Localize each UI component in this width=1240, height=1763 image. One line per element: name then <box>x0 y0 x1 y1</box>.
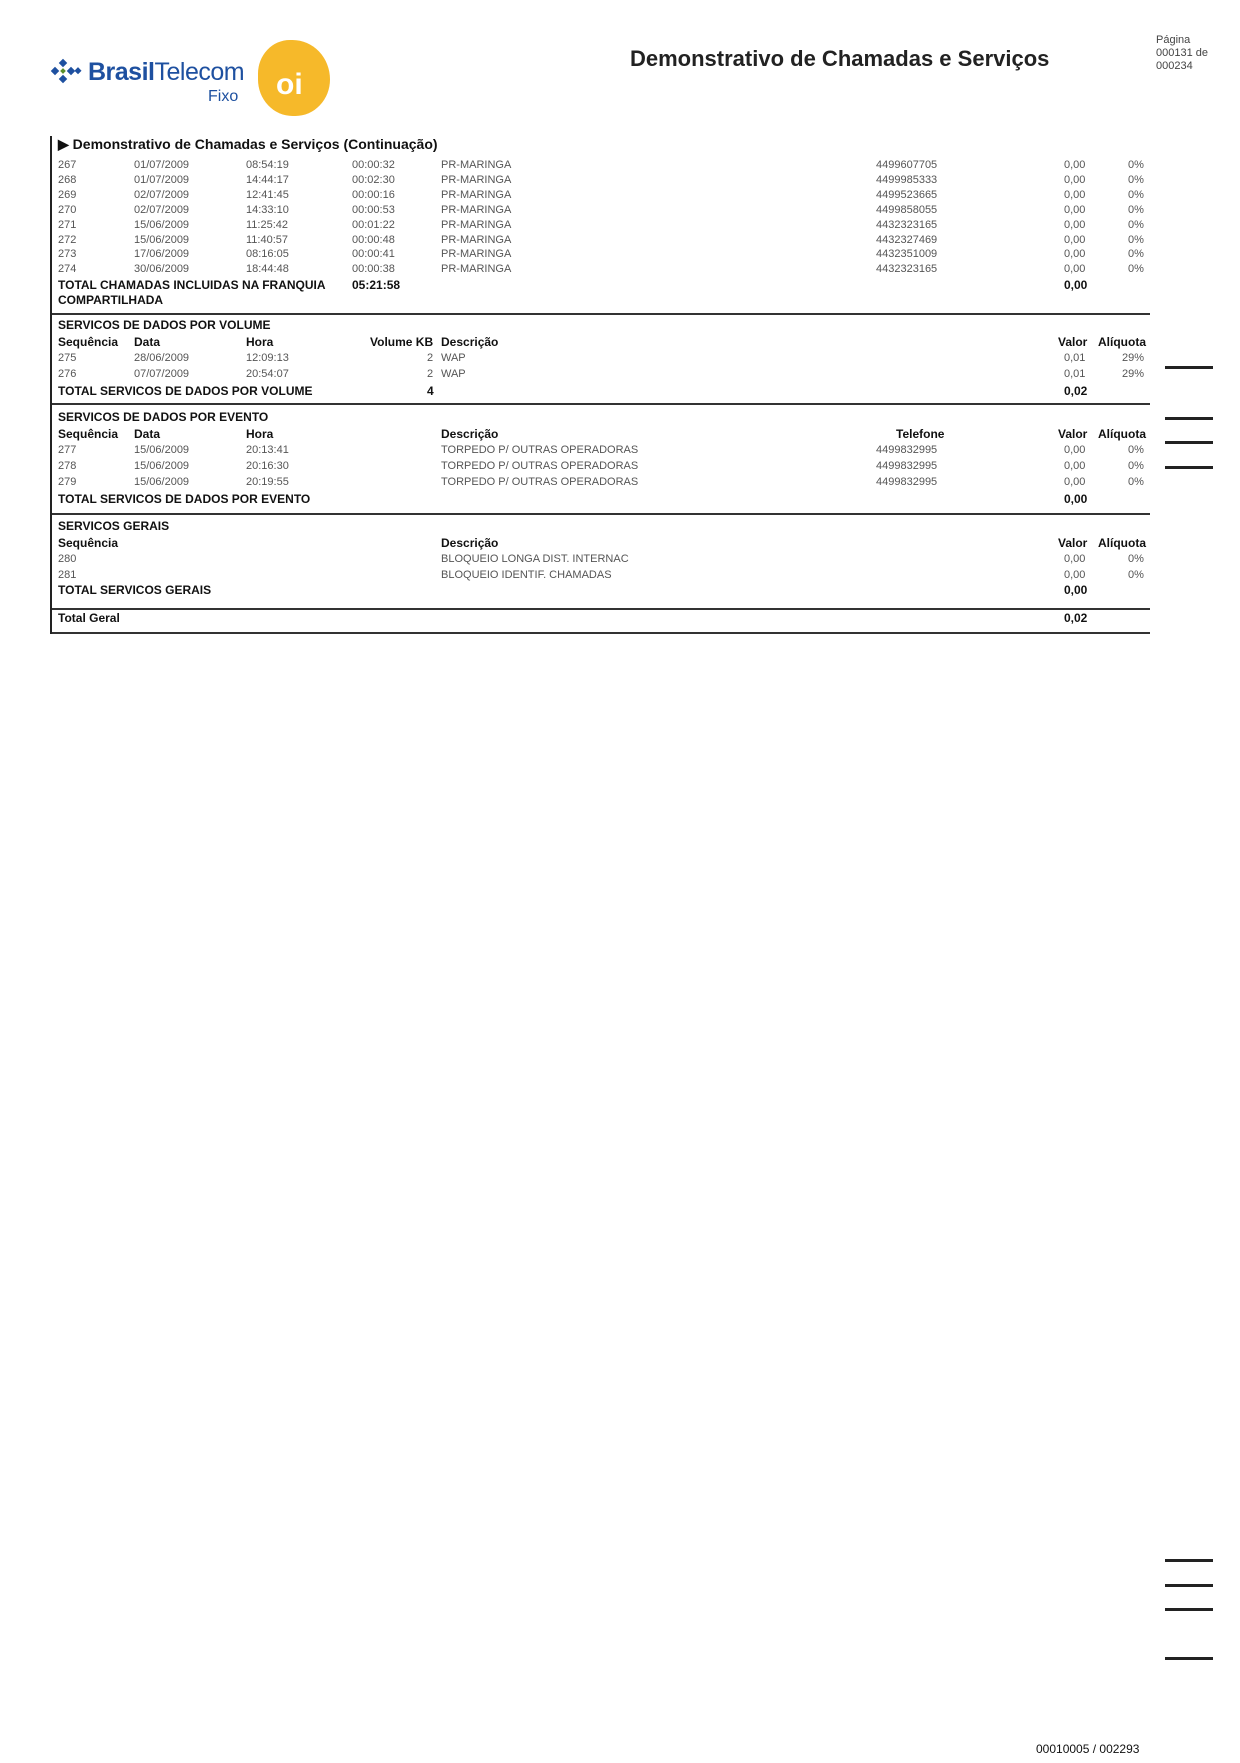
time-cell: 14:33:10 <box>246 203 289 216</box>
duration-cell: 00:00:48 <box>352 233 395 246</box>
date-cell: 15/06/2009 <box>134 460 190 472</box>
divider <box>52 632 1150 634</box>
section-heading: ▶ Demonstrativo de Chamadas e Serviços (Continuação) <box>58 136 438 152</box>
phone-cell: 4432323165 <box>876 218 938 231</box>
location-cell: PR-MARINGA <box>441 188 512 201</box>
registration-mark <box>1165 466 1213 469</box>
value-cell: 0,01 <box>1064 352 1086 364</box>
volume-header-row: Sequência Data Hora Volume KB Descrição Valor Alíquota <box>58 335 1146 349</box>
description-cell: TORPEDO P/ OUTRAS OPERADORAS <box>441 444 639 456</box>
calls-total-row-line2: COMPARTILHADA <box>58 293 164 307</box>
value-cell: 0,00 <box>1064 203 1086 216</box>
duration-cell: 00:00:38 <box>352 263 395 276</box>
date-cell: 02/07/2009 <box>134 188 190 201</box>
date-cell: 15/06/2009 <box>134 218 190 231</box>
table-row <box>58 553 1150 567</box>
rate-cell: 0% <box>1128 248 1144 261</box>
rate-cell: 0% <box>1128 203 1144 216</box>
brand-name: BrasilTelecom <box>88 58 245 86</box>
phone-cell: 4432327469 <box>876 233 938 246</box>
duration-cell: 00:00:53 <box>352 203 395 216</box>
value-cell: 0,00 <box>1064 476 1086 488</box>
rate-cell: 0% <box>1128 173 1144 186</box>
seq-cell: 280 <box>58 553 77 565</box>
duration-cell: 00:01:22 <box>352 218 395 231</box>
description-cell: WAP <box>441 368 466 380</box>
registration-mark <box>1165 441 1213 444</box>
rate-cell: 29% <box>1122 352 1145 364</box>
date-cell: 15/06/2009 <box>134 476 190 488</box>
seq-cell: 276 <box>58 368 77 380</box>
time-cell: 20:54:07 <box>246 368 289 380</box>
oi-logo-text: oi <box>276 68 303 101</box>
duration-cell: 00:00:32 <box>352 159 395 171</box>
phone-cell: 4499832995 <box>876 476 938 488</box>
date-cell: 01/07/2009 <box>134 159 190 171</box>
table-row <box>58 189 1150 203</box>
value-cell: 0,00 <box>1064 569 1086 581</box>
seq-cell: 269 <box>58 188 77 201</box>
value-cell: 0,00 <box>1064 173 1086 186</box>
registration-mark <box>1165 1657 1213 1660</box>
seq-cell: 267 <box>58 159 77 171</box>
divider <box>52 608 1150 610</box>
description-cell: BLOQUEIO LONGA DIST. INTERNAC <box>441 553 629 565</box>
value-cell: 0,00 <box>1064 159 1086 171</box>
time-cell: 12:41:45 <box>246 188 289 201</box>
phone-cell: 4499523665 <box>876 188 938 201</box>
frame-left-border <box>50 136 52 634</box>
table-row <box>58 204 1150 218</box>
time-cell: 08:16:05 <box>246 248 289 261</box>
table-row <box>58 219 1150 233</box>
volume-cell: 2 <box>427 368 434 380</box>
gerais-total-row: TOTAL SERVICOS GERAIS 0,00 <box>58 583 1088 597</box>
location-cell: PR-MARINGA <box>441 248 512 261</box>
registration-mark <box>1165 1608 1213 1611</box>
phone-cell: 4499832995 <box>876 444 938 456</box>
page-title: Demonstrativo de Chamadas e Serviços <box>630 46 1050 71</box>
table-row <box>58 460 1150 474</box>
brand-subtitle: Fixo <box>208 88 239 105</box>
rate-cell: 0% <box>1128 159 1144 171</box>
evento-section-title: SERVICOS DE DADOS POR EVENTO <box>58 410 269 424</box>
divider <box>52 403 1150 405</box>
location-cell: PR-MARINGA <box>441 218 512 231</box>
phone-cell: 4499832995 <box>876 460 938 472</box>
location-cell: PR-MARINGA <box>441 159 512 171</box>
table-row <box>58 368 1150 382</box>
date-cell: 30/06/2009 <box>134 263 190 276</box>
value-cell: 0,00 <box>1064 444 1086 456</box>
brasil-telecom-logo <box>50 56 84 86</box>
seq-cell: 277 <box>58 444 77 456</box>
phone-cell: 4432323165 <box>876 263 938 276</box>
rate-cell: 0% <box>1128 476 1144 488</box>
time-cell: 08:54:19 <box>246 159 289 171</box>
value-cell: 0,00 <box>1064 188 1086 201</box>
volume-cell: 2 <box>427 352 434 364</box>
registration-mark <box>1165 417 1213 420</box>
table-row <box>58 569 1150 583</box>
rate-cell: 29% <box>1122 368 1145 380</box>
description-cell: BLOQUEIO IDENTIF. CHAMADAS <box>441 569 612 581</box>
value-cell: 0,01 <box>1064 368 1086 380</box>
value-cell: 0,00 <box>1064 248 1086 261</box>
date-cell: 28/06/2009 <box>134 352 190 364</box>
gerais-section-title: SERVICOS GERAIS <box>58 519 170 533</box>
seq-cell: 270 <box>58 203 77 216</box>
seq-cell: 273 <box>58 248 77 261</box>
time-cell: 20:16:30 <box>246 460 289 472</box>
seq-cell: 274 <box>58 263 77 276</box>
rate-cell: 0% <box>1128 218 1144 231</box>
time-cell: 18:44:48 <box>246 263 289 276</box>
duration-cell: 00:02:30 <box>352 173 395 186</box>
rate-cell: 0% <box>1128 460 1144 472</box>
value-cell: 0,00 <box>1064 233 1086 246</box>
rate-cell: 0% <box>1128 553 1144 565</box>
seq-cell: 268 <box>58 173 77 186</box>
volume-section-title: SERVICOS DE DADOS POR VOLUME <box>58 318 271 332</box>
date-cell: 01/07/2009 <box>134 173 190 186</box>
duration-cell: 00:00:16 <box>352 188 395 201</box>
rate-cell: 0% <box>1128 444 1144 456</box>
table-row <box>58 263 1150 277</box>
registration-mark <box>1165 366 1213 369</box>
table-row <box>58 476 1150 490</box>
evento-total-row: TOTAL SERVICOS DE DADOS POR EVENTO 0,00 <box>58 492 1088 506</box>
page-number: Página 000131 de 000234 <box>1156 34 1208 72</box>
time-cell: 11:40:57 <box>246 233 289 246</box>
date-cell: 15/06/2009 <box>134 444 190 456</box>
table-row <box>58 444 1150 458</box>
calls-total-row: TOTAL CHAMADAS INCLUIDAS NA FRANQUIA 05:21:58 0,00 <box>58 278 1088 292</box>
phone-cell: 4499985333 <box>876 173 938 186</box>
time-cell: 11:25:42 <box>246 218 289 231</box>
seq-cell: 275 <box>58 352 77 364</box>
table-row <box>58 234 1150 248</box>
date-cell: 15/06/2009 <box>134 233 190 246</box>
rate-cell: 0% <box>1128 569 1144 581</box>
gerais-header-row: Sequência Descrição Valor Alíquota <box>58 536 1146 550</box>
date-cell: 07/07/2009 <box>134 368 190 380</box>
rate-cell: 0% <box>1128 263 1144 276</box>
evento-header-row: Sequência Data Hora Descrição Telefone Valor Alíquota <box>58 427 1146 441</box>
phone-cell: 4499607705 <box>876 159 938 171</box>
seq-cell: 281 <box>58 569 77 581</box>
location-cell: PR-MARINGA <box>441 203 512 216</box>
rate-cell: 0% <box>1128 188 1144 201</box>
location-cell: PR-MARINGA <box>441 263 512 276</box>
table-row <box>58 159 1150 173</box>
time-cell: 12:09:13 <box>246 352 289 364</box>
time-cell: 20:19:55 <box>246 476 289 488</box>
duration-cell: 00:00:41 <box>352 248 395 261</box>
brasil-telecom-logo-icon <box>50 56 84 86</box>
date-cell: 17/06/2009 <box>134 248 190 261</box>
phone-cell: 4499858055 <box>876 203 938 216</box>
location-cell: PR-MARINGA <box>441 173 512 186</box>
seq-cell: 279 <box>58 476 77 488</box>
location-cell: PR-MARINGA <box>441 233 512 246</box>
footer-code: 00010005 / 002293 <box>1036 1742 1140 1756</box>
seq-cell: 278 <box>58 460 77 472</box>
play-triangle-icon: ▶ <box>58 136 69 152</box>
description-cell: TORPEDO P/ OUTRAS OPERADORAS <box>441 476 639 488</box>
table-row <box>58 174 1150 188</box>
description-cell: TORPEDO P/ OUTRAS OPERADORAS <box>441 460 639 472</box>
time-cell: 14:44:17 <box>246 173 289 186</box>
table-row <box>58 248 1150 262</box>
divider <box>52 313 1150 315</box>
registration-mark <box>1165 1559 1213 1562</box>
divider <box>52 513 1150 515</box>
phone-cell: 4432351009 <box>876 248 938 261</box>
seq-cell: 272 <box>58 233 77 246</box>
value-cell: 0,00 <box>1064 218 1086 231</box>
registration-mark <box>1165 1584 1213 1587</box>
value-cell: 0,00 <box>1064 460 1086 472</box>
description-cell: WAP <box>441 352 466 364</box>
rate-cell: 0% <box>1128 233 1144 246</box>
time-cell: 20:13:41 <box>246 444 289 456</box>
grand-total-row: Total Geral 0,02 <box>58 611 1088 625</box>
value-cell: 0,00 <box>1064 553 1086 565</box>
table-row <box>58 352 1150 366</box>
volume-total-row: TOTAL SERVICOS DE DADOS POR VOLUME 4 0,02 <box>58 384 1088 398</box>
value-cell: 0,00 <box>1064 263 1086 276</box>
seq-cell: 271 <box>58 218 77 231</box>
date-cell: 02/07/2009 <box>134 203 190 216</box>
